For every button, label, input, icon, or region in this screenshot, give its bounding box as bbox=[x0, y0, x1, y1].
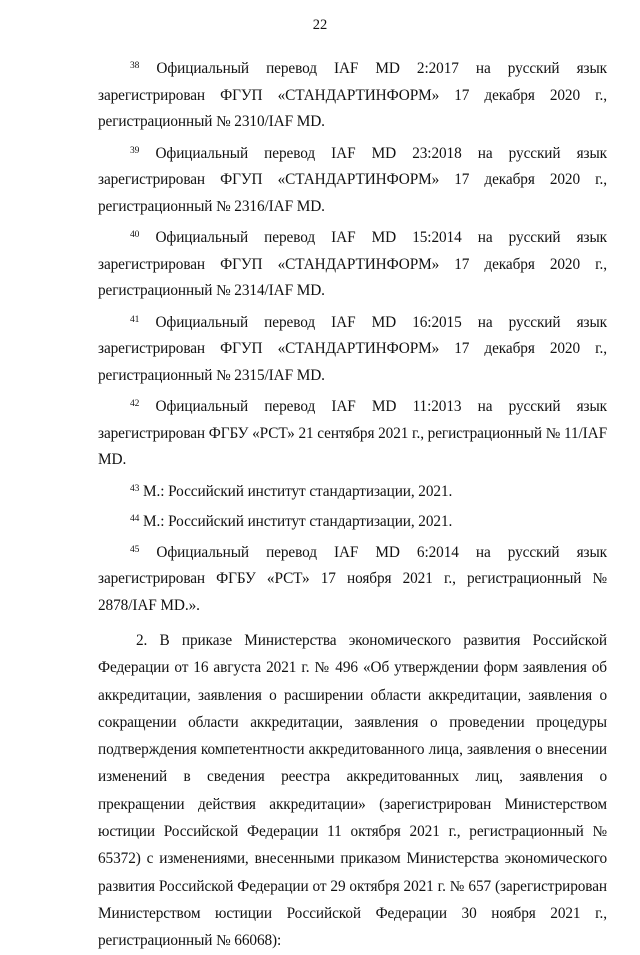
footnote-45 bbox=[98, 540, 607, 620]
footnote-marker: 39 bbox=[130, 145, 140, 156]
footnote-text: Официальный перевод IAF MD 11:2013 на русский язык зарегистрирован ФГБУ «РСТ» 21 сентября 2021 г., регистрационный № 11/IAF MD. bbox=[98, 398, 607, 468]
footnote-text: Официальный перевод IAF MD 15:2014 на русский язык зарегистрирован ФГУП «СТАНДАРТИНФОРМ» 17 декабря 2020 г., регистрационный № 2314/IAF MD. bbox=[98, 229, 607, 299]
footnote-44 bbox=[98, 509, 607, 536]
footnote-text: Официальный перевод IAF MD 16:2015 на русский язык зарегистрирован ФГУП «СТАНДАРТИНФОРМ» 17 декабря 2020 г., регистрационный № 2315/IAF MD. bbox=[98, 313, 607, 384]
footnote-marker: 44 bbox=[130, 514, 140, 524]
body-paragraph: 2. В приказе Министерства экономического развития Российской Федерации от 16 августа 2021 г. № 496 «Об утверждении форм заявления об аккредитации, заявления о расширении области аккредитации, заявления о сокращении области аккредитации, заявления о проведении процедуры подтверждения компетентности аккредитованного лица, заявления о внесении изменений в сведения реестра аккредитованных лиц, заявления о прекращении действия аккредитации» (зарегистрирован Министерством юстиции Российской Федерации 11 октября 2021 г., регистрационный № 65372) с изменениями, внесенными приказом Министерства экономического развития Российской Федерации от 29 октября 2021 г. № 657 (зарегистрирован Министерством юстиции Российской Федерации 30 ноября 2021 г., регистрационный № 66068): bbox=[98, 632, 607, 950]
footnote-marker: 45 bbox=[130, 544, 140, 555]
footnote-38 bbox=[98, 56, 607, 136]
footnote-marker: 43 bbox=[130, 483, 140, 494]
page-number: 22 bbox=[312, 17, 328, 33]
footnote-marker: 42 bbox=[130, 399, 140, 409]
footnote-text: Официальный перевод IAF MD 6:2014 на русский язык зарегистрирован ФГБУ «РСТ» 17 ноября 2021 г., регистрационный № 2878/IAF MD.». bbox=[98, 543, 607, 614]
footnote-40 bbox=[98, 225, 607, 305]
footnote-43 bbox=[98, 479, 607, 506]
footnote-text: Официальный перевод IAF MD 2:2017 на русский язык зарегистрирован ФГУП «СТАНДАРТИНФОРМ» 17 декабря 2020 г., регистрационный № 2310/IAF MD. bbox=[98, 60, 607, 130]
footnote-text: М.: Российский институт стандартизации, 2021. bbox=[143, 513, 453, 530]
footnote-marker: 38 bbox=[130, 61, 140, 71]
footnote-41 bbox=[98, 310, 607, 390]
footnote-marker: 40 bbox=[130, 230, 140, 240]
footnote-text: М.: Российский институт стандартизации, 2021. bbox=[143, 482, 453, 500]
footnote-marker: 41 bbox=[130, 314, 140, 325]
footnote-42 bbox=[98, 394, 607, 474]
page-content bbox=[98, 56, 607, 955]
footnote-39 bbox=[98, 141, 607, 221]
footnote-text: Официальный перевод IAF MD 23:2018 на русский язык зарегистрирован ФГУП «СТАНДАРТИНФОРМ» 17 декабря 2020 г., регистрационный № 2316/IAF MD. bbox=[98, 144, 607, 215]
